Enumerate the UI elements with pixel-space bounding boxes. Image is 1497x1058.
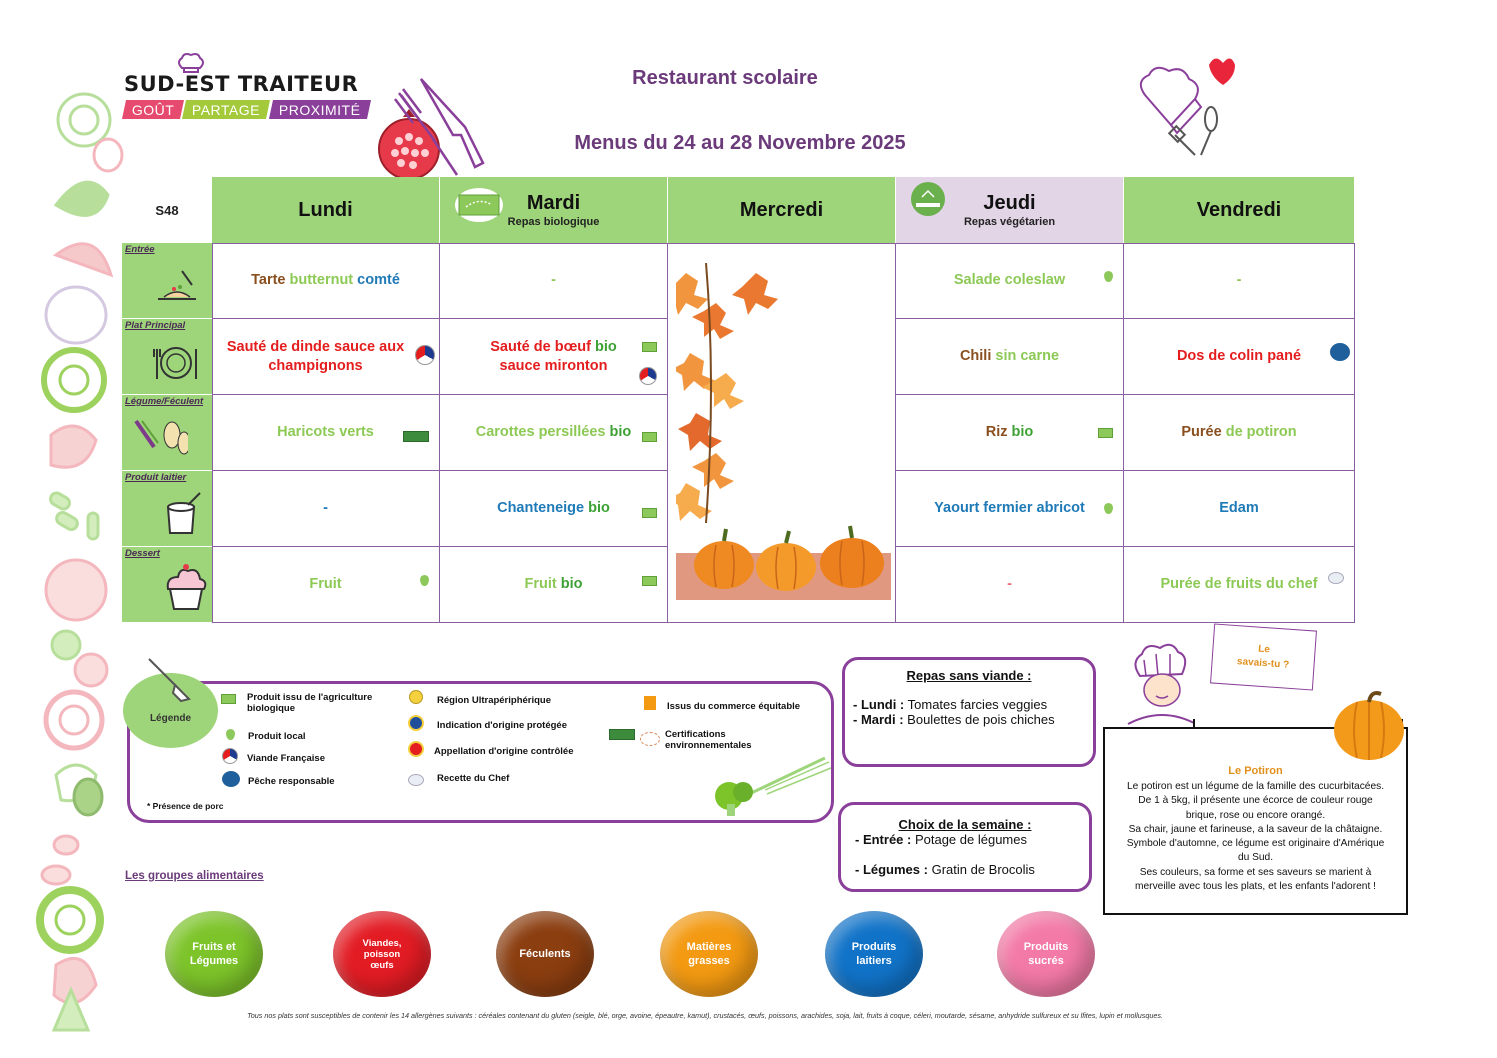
row-header-plat-principal: Plat Principal (122, 319, 212, 395)
fountain-pen-icon (145, 655, 195, 705)
meatless-line-mardi: - Mardi : Boulettes de pois chiches (853, 712, 1055, 727)
cell-mardi-entree: - (440, 243, 668, 319)
vegetables-border-illustration (36, 85, 126, 1035)
cell-mardi-dessert: Fruit bio (440, 547, 668, 623)
cell-mardi-plat: Sauté de bœuf bio sauce mironton (440, 319, 668, 395)
chef-recipe-icon (1328, 571, 1344, 590)
chef-hat-logo-icon (176, 52, 206, 74)
cell-jeudi-plat: Chili sin carne (896, 319, 1124, 395)
day-header-mardi (440, 177, 668, 243)
group-produits-laitiers: Produits laitiers (825, 911, 923, 997)
group-fruits-legumes: Fruits et Légumes (165, 911, 263, 997)
company-logo (124, 72, 384, 119)
environmental-cert-icon (403, 429, 429, 448)
legend-fishing: Pêche responsable (248, 776, 335, 787)
logo-brand-name: SUD-EST TRAITEUR (124, 72, 359, 96)
cell-vendredi-laitier: Edam (1124, 471, 1355, 547)
french-meat-icon (222, 748, 238, 769)
row-header-produit-laitier: Produit laitier (122, 471, 212, 547)
local-product-icon (1104, 501, 1113, 520)
day-header-mercredi (668, 177, 896, 243)
day-subtitle: Repas végétarien (963, 216, 1056, 228)
logo-tagline (124, 100, 384, 119)
igp-icon (408, 715, 424, 731)
chef-hat-heart-whisk-illustration (1135, 55, 1245, 165)
cell-lundi-legume: Haricots verts (212, 395, 440, 471)
logo-tag-gout: GOÛT (122, 100, 184, 119)
group-produits-sucres: Produits sucrés (997, 911, 1095, 997)
bio-label-icon (642, 429, 657, 448)
legend-chef-recipe: Recette du Chef (437, 773, 510, 784)
meatless-meals-box (842, 657, 1096, 767)
cell-lundi-plat: Sauté de dinde sauce aux champignons (212, 319, 440, 395)
page-title: Restaurant scolaire (632, 67, 818, 89)
chef-character-icon (1126, 640, 1206, 726)
logo-tag-partage: PARTAGE (182, 100, 270, 119)
bio-label-icon (642, 573, 657, 592)
choice-line-legumes: - Légumes : Gratin de Brocolis (855, 862, 1035, 877)
cell-vendredi-dessert: Purée de fruits du chef (1124, 547, 1355, 623)
pomegranate-cutlery-illustration (373, 75, 493, 183)
environmental-cert-icon (609, 727, 635, 745)
responsible-fishing-icon (1330, 343, 1350, 367)
dairy-pot-icon (162, 491, 212, 537)
legend-bio: Produit issu de l'agriculture biologique (247, 692, 373, 714)
choice-title: Choix de la semaine : (898, 817, 1032, 832)
group-feculents: Féculents (496, 911, 594, 997)
day-name: Lundi (298, 198, 353, 221)
legend-igp: Indication d'origine protégée (437, 720, 567, 731)
day-subtitle: Repas biologique (507, 216, 600, 228)
cell-jeudi-dessert: - (896, 547, 1124, 623)
french-meat-icon (639, 367, 657, 391)
group-matieres-grasses: Matières grasses (660, 911, 758, 997)
week-number: S48 (155, 202, 179, 218)
legend-french-meat: Viande Française (247, 753, 325, 764)
logo-tag-proximite: PROXIMITÉ (269, 100, 371, 119)
cell-mardi-legume: Carottes persillées bio (440, 395, 668, 471)
legend-local: Produit local (248, 731, 306, 742)
fair-trade-icon (644, 696, 656, 710)
cell-lundi-dessert: Fruit (212, 547, 440, 623)
row-header-legume-feculent: Légume/Féculent (122, 395, 212, 471)
bio-label-icon (221, 691, 236, 709)
cell-jeudi-laitier: Yaourt fermier abricot (896, 471, 1124, 547)
local-product-icon (1104, 269, 1113, 288)
day-name: Vendredi (1196, 198, 1282, 221)
autumn-pumpkins-image (676, 263, 891, 600)
plated-dish-icon (152, 263, 202, 307)
fork-broccoli-icon (705, 752, 835, 822)
day-name: Jeudi (983, 192, 1036, 214)
cell-lundi-entree: Tarte butternut comté (212, 243, 440, 319)
allergens-notice: Tous nos plats sont susceptibles de contenir les 14 allergènes suivants : céréales contenant du gluten (seigle, blé, orge, avoine, épeautre, kamut), crustacés, œufs, poissons, arachides, soja, lait, fruits à coque, céleri, moutarde, sésame, anhydride sulfureux et su lfites, lupin et mollusques. (247, 1011, 1163, 1020)
legend-badge: Légende (123, 673, 218, 748)
food-groups-title: Les groupes alimentaires (125, 870, 264, 882)
legend-aoc: Appellation d'origine contrôlée (434, 746, 574, 757)
local-product-icon (420, 573, 429, 592)
legend-env-cert: Certifications environnementales (665, 729, 752, 751)
cell-vendredi-plat: Dos de colin pané (1124, 319, 1355, 395)
cupcake-icon (162, 559, 212, 615)
bio-header-badge-icon (454, 187, 504, 223)
cell-lundi-laitier: - (212, 471, 440, 547)
responsible-fishing-icon (222, 771, 240, 792)
group-viandes-poisson: Viandes, poisson œufs (333, 911, 431, 997)
day-header-jeudi (896, 177, 1124, 243)
meatless-line-lundi: - Lundi : Tomates farcies veggies (853, 697, 1048, 712)
french-meat-icon (415, 345, 435, 371)
cell-jeudi-legume: Riz bio (896, 395, 1124, 471)
cell-jeudi-entree: Salade coleslaw (896, 243, 1124, 319)
eco-rosette-icon (640, 732, 660, 746)
pork-note: * Présence de porc (147, 801, 224, 811)
vegetables-icon (132, 415, 188, 461)
did-you-know-card: Le savais-tu ? (1210, 623, 1317, 690)
aoc-icon (408, 741, 424, 757)
cell-mardi-laitier: Chanteneige bio (440, 471, 668, 547)
ultraperipheral-region-icon (409, 690, 423, 704)
row-header-entree: Entrée (122, 243, 212, 319)
bio-label-icon (1098, 425, 1113, 444)
day-name: Mercredi (739, 198, 824, 221)
left-vegetable-illustrations (36, 85, 126, 1035)
cell-vendredi-legume: Purée de potiron (1124, 395, 1355, 471)
legend-fair-trade: Issus du commerce équitable (667, 701, 801, 712)
menu-date-range: Menus du 24 au 28 Novembre 2025 (574, 132, 906, 154)
weekly-choice-box (838, 802, 1092, 892)
local-product-icon (226, 727, 235, 745)
potiron-text: Le potiron est un légume de la famille des cucurbitacées. De 1 à 5kg, il présente une écorce de couleur rouge brique, rose ou encore orangé. Sa chair, jaune et farineuse, a la saveur de la châtaigne. Symbole d'automne, ce légume est originaire d'Amérique du Sud. Ses couleurs, sa forme et ses saveurs se marient à merveille avec tous les plats, et les enfants l'adorent ! (1126, 781, 1385, 893)
day-name: Mardi (526, 192, 581, 214)
cell-vendredi-entree: - (1124, 243, 1355, 319)
meatless-title: Repas sans viande : (906, 668, 1032, 683)
weekly-menu-table (122, 177, 1355, 623)
row-header-dessert: Dessert (122, 547, 212, 623)
day-header-lundi (212, 177, 440, 243)
pumpkin-icon (1331, 690, 1407, 762)
day-header-vendredi (1124, 177, 1355, 243)
potiron-title: Le Potiron (1228, 765, 1283, 777)
bio-label-icon (642, 505, 657, 524)
bio-label-icon (642, 339, 657, 358)
plate-cutlery-icon (152, 339, 202, 383)
choice-line-entree: - Entrée : Potage de légumes (855, 832, 1027, 847)
vegetarian-header-badge-icon (910, 181, 946, 217)
chef-recipe-icon (408, 773, 424, 791)
legend-rup: Région Ultrapériphérique (437, 695, 552, 706)
